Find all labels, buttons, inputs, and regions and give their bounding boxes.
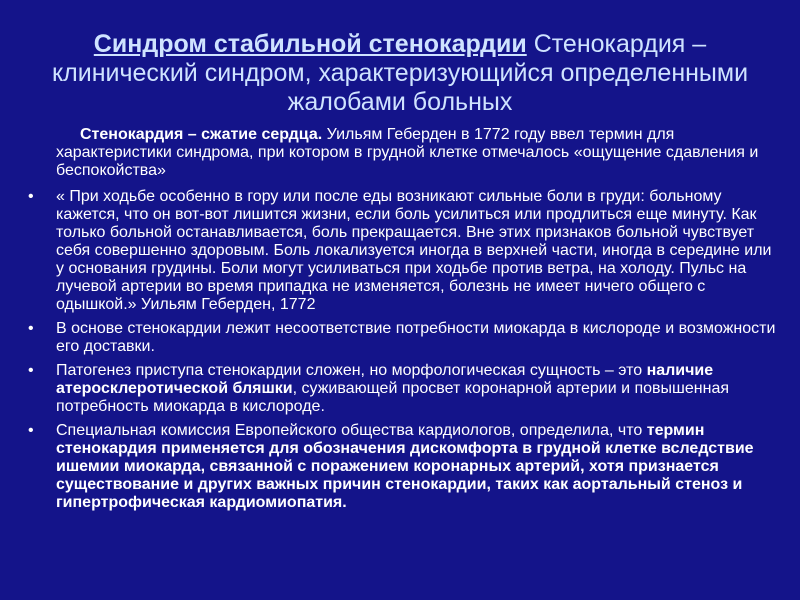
list-item <box>26 188 778 314</box>
bullet-icon: • <box>28 362 34 379</box>
item-text: « При ходьбе особенно в гору или после еды возникают сильные боли в груди: больному кажется, что он вот-вот лишится жизни, если боль усилиться или продлиться еще минуту. Как только больной останавливается, боль прекращается. Вне этих признаков больной чувствует себя совершенно здоровым. Боль локализуется иногда в верхней части, иногда в середине или у основания грудины. Боли могут усиливаться при ходьбе против ветра, на холоду. Пульс на лучевой артерии во время припадка не изменяется, болезнь не имеет ничего общего с одышкой.» Уильям Геберден, 1772 <box>56 188 772 313</box>
bullet-icon: • <box>28 422 34 439</box>
item-text: , суживающей просвет коронарной артерии и повышенная потребность миокарда в кислороде. <box>56 380 730 415</box>
item-bold: наличие атеросклеротической бляшки <box>56 362 714 397</box>
slide-title <box>30 30 770 117</box>
intro-bold: Стенокардия – сжатие сердца. <box>80 126 323 143</box>
item-text: В основе стенокардии лежит несоответствие потребности миокарда в кислороде и возможности его доставки. <box>56 320 776 355</box>
item-text: Патогенез приступа стенокардии сложен, но морфологическая сущность – это <box>56 362 647 379</box>
intro-text: Уильям Геберден в 1772 году ввел термин для характеристики синдрома, при котором в грудной клетке отмечалось «ощущение сдавления и беспокойства» <box>56 126 759 179</box>
slide-body <box>26 126 778 518</box>
bullet-icon: • <box>28 188 34 205</box>
intro-paragraph <box>56 126 778 180</box>
list-item <box>26 422 778 512</box>
bullet-list <box>26 188 778 512</box>
list-item <box>26 320 778 356</box>
item-text: Специальная комиссия Европейского общества кардиологов, определила, что <box>56 422 647 439</box>
list-item <box>26 362 778 416</box>
bullet-icon: • <box>28 320 34 337</box>
title-bold: Синдром стабильной стенокардии <box>93 30 527 58</box>
item-bold: термин стенокардия применяется для обозначения дискомфорта в грудной клетке вследствие ишемии миокарда, связанной с поражением коронарных артерий, хотя признается существование и других важных причин стенокардии, таких как аортальный стеноз и гипертрофическая кардиомиопатия. <box>56 422 754 511</box>
title-rest: Стенокардия – клинический синдром, характеризующийся определенными жалобами больных <box>51 30 749 116</box>
